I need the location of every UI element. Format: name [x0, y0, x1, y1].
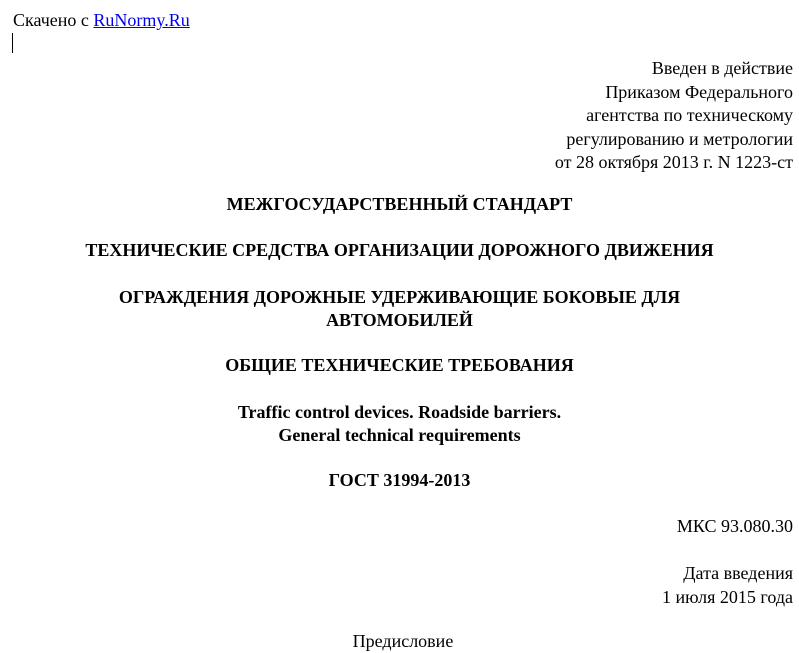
english-title-line-1: Traffic control devices. Roadside barriers.: [237, 402, 562, 422]
title-line-2b: АВТОМОБИЛЕЙ: [326, 310, 473, 330]
adoption-block: [555, 57, 793, 175]
adoption-line: Приказом Федерального: [605, 81, 793, 102]
gost-number: ГОСТ 31994-2013: [328, 470, 471, 490]
introduction-date-block: [662, 562, 793, 609]
mks-code: МКС 93.080.30: [676, 516, 793, 536]
foreword-heading: Предисловие: [352, 631, 454, 651]
source-line: [13, 9, 190, 32]
source-link[interactable]: RuNormy.Ru: [93, 10, 190, 30]
source-prefix: Скачено с: [13, 10, 94, 30]
standard-type-heading: МЕЖГОСУДАРСТВЕННЫЙ СТАНДАРТ: [226, 194, 573, 214]
adoption-line: агентства по техническому: [586, 105, 793, 125]
english-title: [0, 401, 799, 447]
text-cursor: [12, 33, 13, 53]
adoption-line: от 28 октября 2013 г. N 1223-ст: [554, 152, 793, 172]
title-line-2a: ОГРАЖДЕНИЯ ДОРОЖНЫЕ УДЕРЖИВАЮЩИЕ БОКОВЫЕ ДЛЯ: [118, 287, 681, 307]
english-title-line-2: General technical requirements: [278, 425, 521, 445]
adoption-line: регулированию и метрологии: [566, 128, 793, 149]
introduction-date-label: Дата введения: [683, 563, 793, 583]
introduction-date-value: 1 июля 2015 года: [662, 586, 793, 607]
adoption-line: Введен в действие: [651, 58, 793, 78]
title-line-2: [0, 286, 799, 332]
title-line-1: ТЕХНИЧЕСКИЕ СРЕДСТВА ОРГАНИЗАЦИИ ДОРОЖНОГО ДВИЖЕНИЯ: [85, 240, 714, 260]
title-line-3: ОБЩИЕ ТЕХНИЧЕСКИЕ ТРЕБОВАНИЯ: [225, 355, 574, 375]
